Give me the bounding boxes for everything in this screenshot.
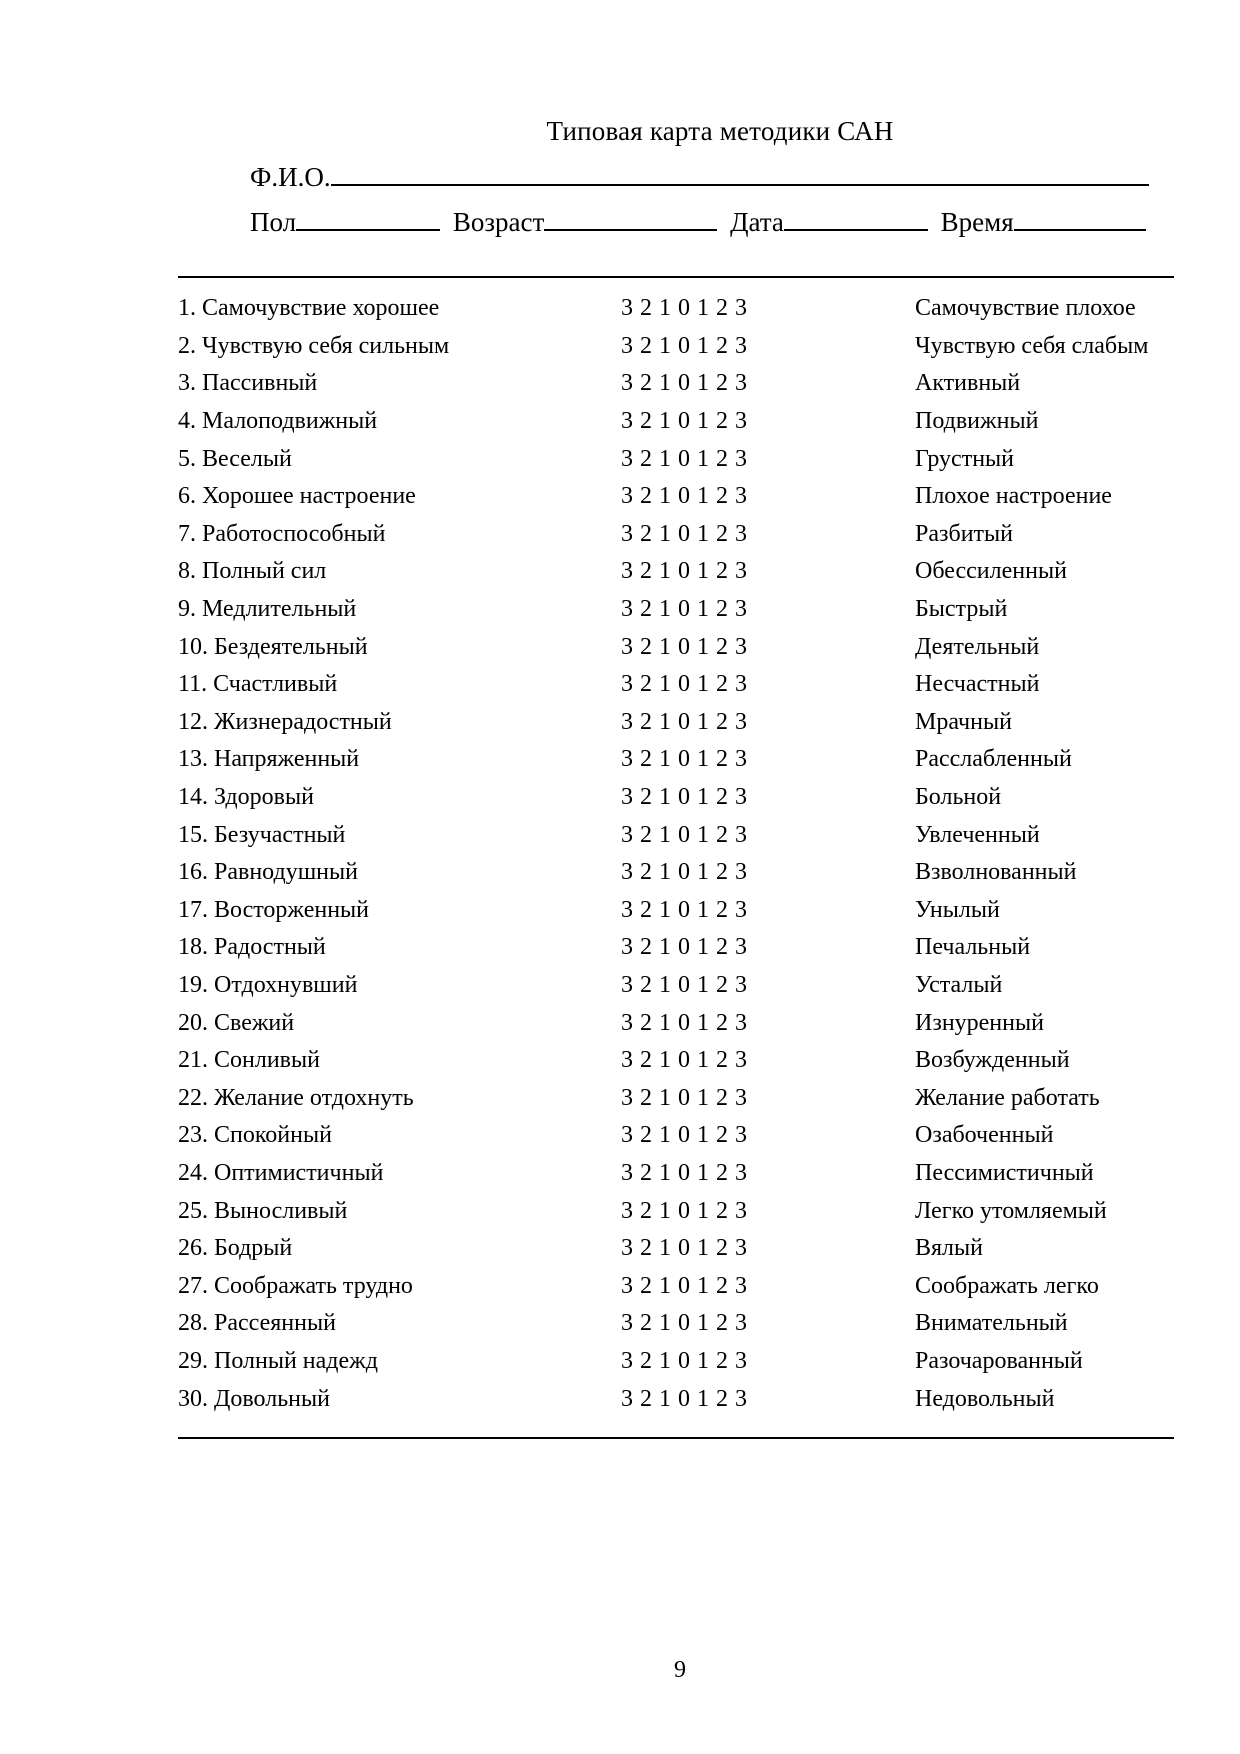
item-left-pole: 26. Бодрый xyxy=(178,1235,293,1262)
item-left-pole: 19. Отдохнувший xyxy=(178,971,358,998)
table-row xyxy=(178,1305,1175,1343)
item-scale: 3 2 1 0 1 2 3 xyxy=(621,934,748,961)
item-left-pole: 6. Хорошее настроение xyxy=(178,483,416,510)
item-left-pole: 21. Сонливый xyxy=(178,1047,320,1074)
table-row xyxy=(178,365,1175,403)
item-scale: 3 2 1 0 1 2 3 xyxy=(621,295,748,322)
item-right-pole: Несчастный xyxy=(915,671,1040,698)
item-left-pole: 30. Довольный xyxy=(178,1385,330,1412)
item-scale: 3 2 1 0 1 2 3 xyxy=(621,332,748,359)
item-right-pole: Изнуренный xyxy=(915,1009,1044,1036)
item-right-pole: Грустный xyxy=(915,445,1014,472)
item-scale: 3 2 1 0 1 2 3 xyxy=(621,1272,748,1299)
item-left-pole: 27. Соображать трудно xyxy=(178,1272,413,1299)
item-right-pole: Желание работать xyxy=(915,1084,1100,1111)
item-left-pole: 1. Самочувствие хорошее xyxy=(178,295,440,322)
item-scale: 3 2 1 0 1 2 3 xyxy=(621,370,748,397)
table-row xyxy=(178,591,1175,629)
table-row xyxy=(178,440,1175,478)
item-left-pole: 10. Бездеятельный xyxy=(178,633,368,660)
item-right-pole: Вялый xyxy=(915,1235,983,1262)
page-number: 9 xyxy=(674,1657,686,1683)
sex-blank[interactable] xyxy=(296,207,440,231)
table-row xyxy=(178,1079,1175,1117)
item-scale: 3 2 1 0 1 2 3 xyxy=(621,558,748,585)
item-scale: 3 2 1 0 1 2 3 xyxy=(621,1122,748,1149)
item-left-pole: 3. Пассивный xyxy=(178,370,318,397)
table-row xyxy=(178,553,1175,591)
age-blank[interactable] xyxy=(544,207,717,231)
item-right-pole: Разбитый xyxy=(915,520,1013,547)
item-scale: 3 2 1 0 1 2 3 xyxy=(621,596,748,623)
item-left-pole: 17. Восторженный xyxy=(178,896,370,923)
table-row xyxy=(178,1343,1175,1381)
table-row xyxy=(178,1380,1175,1418)
item-scale: 3 2 1 0 1 2 3 xyxy=(621,1385,748,1412)
item-right-pole: Возбужденный xyxy=(915,1047,1070,1074)
table-row xyxy=(178,1192,1175,1230)
item-scale: 3 2 1 0 1 2 3 xyxy=(621,1310,748,1337)
item-left-pole: 25. Выносливый xyxy=(178,1197,348,1224)
item-right-pole: Легко утомляемый xyxy=(915,1197,1107,1224)
item-right-pole: Соображать легко xyxy=(915,1272,1099,1299)
table-row xyxy=(178,854,1175,892)
item-left-pole: 15. Безучастный xyxy=(178,821,346,848)
item-scale: 3 2 1 0 1 2 3 xyxy=(621,821,748,848)
item-scale: 3 2 1 0 1 2 3 xyxy=(621,859,748,886)
item-left-pole: 28. Рассеянный xyxy=(178,1310,336,1337)
info-row xyxy=(250,207,1146,238)
item-left-pole: 7. Работоспособный xyxy=(178,520,386,547)
item-left-pole: 12. Жизнерадостный xyxy=(178,708,392,735)
table-row xyxy=(178,478,1175,516)
item-scale: 3 2 1 0 1 2 3 xyxy=(621,1084,748,1111)
table-row xyxy=(178,328,1175,366)
time-blank[interactable] xyxy=(1014,207,1146,231)
item-right-pole: Самочувствие плохое xyxy=(915,295,1136,322)
item-right-pole: Взволнованный xyxy=(915,859,1077,886)
item-scale: 3 2 1 0 1 2 3 xyxy=(621,896,748,923)
item-scale: 3 2 1 0 1 2 3 xyxy=(621,1197,748,1224)
fio-blank[interactable] xyxy=(331,162,1149,186)
item-scale: 3 2 1 0 1 2 3 xyxy=(621,1235,748,1262)
item-left-pole: 18. Радостный xyxy=(178,934,326,961)
item-scale: 3 2 1 0 1 2 3 xyxy=(621,520,748,547)
table-row xyxy=(178,1117,1175,1155)
item-right-pole: Недовольный xyxy=(915,1385,1055,1412)
table-row xyxy=(178,290,1175,328)
table-row xyxy=(178,1042,1175,1080)
table-row xyxy=(178,704,1175,742)
item-scale: 3 2 1 0 1 2 3 xyxy=(621,971,748,998)
item-left-pole: 14. Здоровый xyxy=(178,784,314,811)
item-left-pole: 16. Равнодушный xyxy=(178,859,358,886)
sex-label: Пол xyxy=(250,207,297,237)
item-right-pole: Мрачный xyxy=(915,708,1012,735)
table-row xyxy=(178,816,1175,854)
table-row xyxy=(178,1155,1175,1193)
item-left-pole: 29. Полный надежд xyxy=(178,1347,378,1374)
item-left-pole: 2. Чувствую себя сильным xyxy=(178,332,450,359)
table-row xyxy=(178,1004,1175,1042)
item-right-pole: Увлеченный xyxy=(915,821,1040,848)
table-row xyxy=(178,779,1175,817)
age-label: Возраст xyxy=(452,207,545,237)
item-right-pole: Быстрый xyxy=(915,596,1008,623)
item-right-pole: Усталый xyxy=(915,971,1003,998)
item-scale: 3 2 1 0 1 2 3 xyxy=(621,445,748,472)
item-scale: 3 2 1 0 1 2 3 xyxy=(621,408,748,435)
item-right-pole: Подвижный xyxy=(915,408,1039,435)
table-row xyxy=(178,516,1175,554)
item-scale: 3 2 1 0 1 2 3 xyxy=(621,746,748,773)
item-left-pole: 5. Веселый xyxy=(178,445,292,472)
item-scale: 3 2 1 0 1 2 3 xyxy=(621,784,748,811)
table-row xyxy=(178,929,1175,967)
item-scale: 3 2 1 0 1 2 3 xyxy=(621,1347,748,1374)
item-right-pole: Озабоченный xyxy=(915,1122,1054,1149)
top-divider xyxy=(178,276,1174,278)
table-row xyxy=(178,666,1175,704)
item-right-pole: Деятельный xyxy=(915,633,1040,660)
item-left-pole: 4. Малоподвижный xyxy=(178,408,378,435)
time-label: Время xyxy=(940,207,1014,237)
item-scale: 3 2 1 0 1 2 3 xyxy=(621,708,748,735)
table-row xyxy=(178,967,1175,1005)
table-row xyxy=(178,628,1175,666)
item-right-pole: Пессимистичный xyxy=(915,1159,1094,1186)
table-row xyxy=(178,892,1175,930)
table-row xyxy=(178,403,1175,441)
item-scale: 3 2 1 0 1 2 3 xyxy=(621,1047,748,1074)
item-scale: 3 2 1 0 1 2 3 xyxy=(621,1159,748,1186)
item-scale: 3 2 1 0 1 2 3 xyxy=(621,483,748,510)
item-left-pole: 13. Напряженный xyxy=(178,746,360,773)
item-left-pole: 11. Счастливый xyxy=(178,671,338,698)
item-left-pole: 23. Спокойный xyxy=(178,1122,332,1149)
item-right-pole: Плохое настроение xyxy=(915,483,1112,510)
item-scale: 3 2 1 0 1 2 3 xyxy=(621,633,748,660)
item-left-pole: 8. Полный сил xyxy=(178,558,327,585)
date-blank[interactable] xyxy=(784,207,928,231)
date-label: Дата xyxy=(730,207,784,237)
page-title: Типовая карта методики САН xyxy=(546,116,894,146)
bottom-divider xyxy=(178,1437,1174,1439)
items-table xyxy=(178,290,1175,1418)
table-row xyxy=(178,1267,1175,1305)
item-right-pole: Разочарованный xyxy=(915,1347,1083,1374)
item-left-pole: 22. Желание отдохнуть xyxy=(178,1084,414,1111)
item-right-pole: Больной xyxy=(915,784,1002,811)
fio-row xyxy=(250,162,1149,193)
item-right-pole: Обессиленный xyxy=(915,558,1067,585)
table-row xyxy=(178,1230,1175,1268)
item-left-pole: 20. Свежий xyxy=(178,1009,295,1036)
item-scale: 3 2 1 0 1 2 3 xyxy=(621,1009,748,1036)
item-left-pole: 9. Медлительный xyxy=(178,596,357,623)
item-left-pole: 24. Оптимистичный xyxy=(178,1159,384,1186)
item-right-pole: Активный xyxy=(915,370,1021,397)
fio-label: Ф.И.О. xyxy=(250,162,331,192)
item-right-pole: Печальный xyxy=(915,934,1031,961)
item-right-pole: Унылый xyxy=(915,896,1000,923)
item-right-pole: Расслабленный xyxy=(915,746,1072,773)
item-right-pole: Внимательный xyxy=(915,1310,1068,1337)
item-right-pole: Чувствую себя слабым xyxy=(915,332,1149,359)
item-scale: 3 2 1 0 1 2 3 xyxy=(621,671,748,698)
table-row xyxy=(178,741,1175,779)
